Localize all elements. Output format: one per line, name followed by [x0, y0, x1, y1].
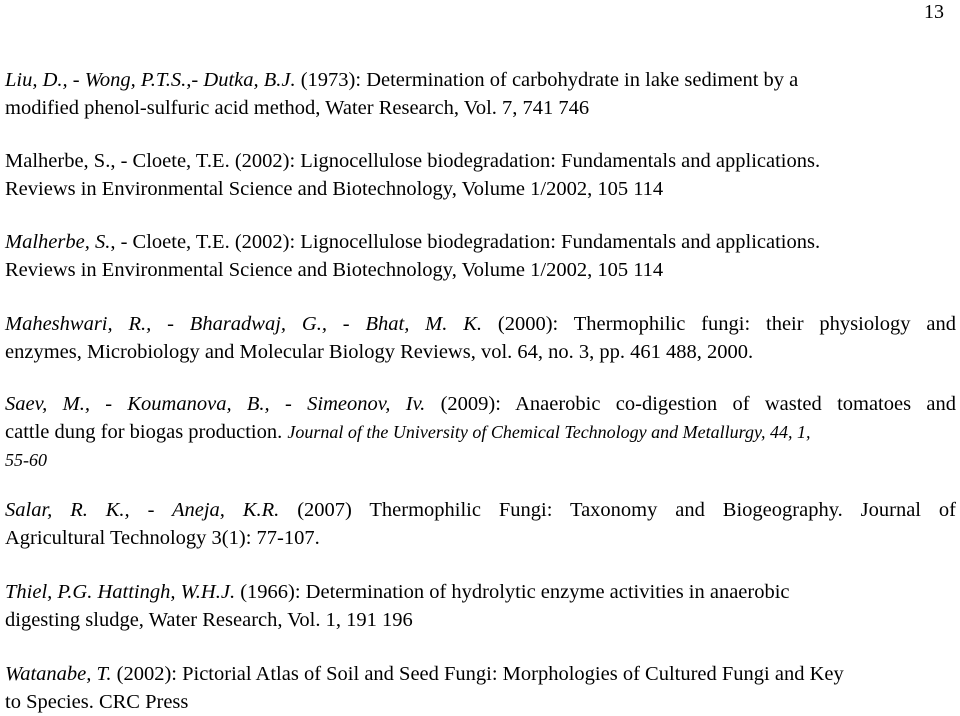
reference-authors: Thiel, P.G. Hattingh, W.H.J. [5, 581, 236, 603]
reference-text: to Species. CRC Press [5, 691, 189, 713]
reference-journal: Journal of the University of Chemical Technology and Metallurgy, 44, 1, [287, 422, 811, 442]
reference-text: modified phenol-sulfuric acid method, Water Research, Vol. 7, 741 746 [5, 97, 590, 119]
reference-thiel [5, 578, 956, 634]
reference-line [5, 578, 956, 606]
reference-text: (2009): Anaerobic co-digestion of wasted tomatoes and [425, 393, 956, 415]
reference-text: (2007) Thermophilic Fungi: Taxonomy and Biogeography. Journal of [279, 499, 956, 521]
reference-line [5, 418, 956, 446]
reference-line [5, 228, 956, 256]
reference-line [5, 390, 956, 418]
reference-line [5, 310, 956, 338]
reference-maheshwari [5, 310, 956, 366]
reference-text: (2002): Pictorial Atlas of Soil and Seed Fungi: Morphologies of Cultured Fungi and Key [111, 663, 844, 685]
reference-authors: Maheshwari, R., - Bharadwaj, G., - Bhat, M. K. [5, 313, 483, 335]
reference-authors: Malherbe, S. [5, 231, 111, 253]
reference-malherbe-1 [5, 147, 956, 203]
reference-authors: Saev, M., - Koumanova, B., - Simeonov, Iv. [5, 393, 426, 415]
reference-line [5, 66, 956, 94]
reference-authors-cont: , - Cloete, T.E. [110, 150, 230, 172]
reference-authors: Liu, D., - Wong, P.T.S.,- Dutka, B.J. [5, 69, 296, 91]
reference-authors: Salar, R. K., - Aneja, K.R. [5, 499, 280, 521]
reference-authors-cont: , - Cloete, T.E. [110, 231, 230, 253]
reference-text: cattle dung for biogas production. [5, 421, 288, 443]
reference-text: enzymes, Microbiology and Molecular Biology Reviews, vol. 64, no. 3, pp. 461 488, 2000. [5, 341, 754, 363]
reference-journal-pages: 55-60 [5, 450, 47, 470]
reference-text: digesting sludge, Water Research, Vol. 1, 191 196 [5, 609, 413, 631]
reference-malherbe-2 [5, 228, 956, 284]
reference-text: Agricultural Technology 3(1): 77-107. [5, 527, 320, 549]
reference-liu [5, 66, 956, 122]
reference-text: (2002): Lignocellulose biodegradation: Fundamentals and applications. [229, 150, 821, 172]
reference-text: (2002): Lignocellulose biodegradation: Fundamentals and applications. [229, 231, 821, 253]
reference-line [5, 496, 956, 524]
reference-authors: Malherbe, S. [5, 150, 111, 172]
reference-text: (2000): Thermophilic fungi: their physiology and [482, 313, 956, 335]
reference-salar [5, 496, 956, 552]
reference-authors: Watanabe, T. [5, 663, 112, 685]
reference-line [5, 660, 956, 688]
page-number: 13 [924, 1, 944, 23]
reference-text: (1973): Determination of carbohydrate in lake sediment by a [295, 69, 799, 91]
reference-saev [5, 390, 956, 474]
reference-watanabe [5, 660, 956, 716]
reference-line [5, 147, 956, 175]
reference-text: Reviews in Environmental Science and Biotechnology, Volume 1/2002, 105 114 [5, 259, 664, 281]
reference-text: Reviews in Environmental Science and Biotechnology, Volume 1/2002, 105 114 [5, 178, 664, 200]
reference-text: (1966): Determination of hydrolytic enzyme activities in anaerobic [235, 581, 790, 603]
